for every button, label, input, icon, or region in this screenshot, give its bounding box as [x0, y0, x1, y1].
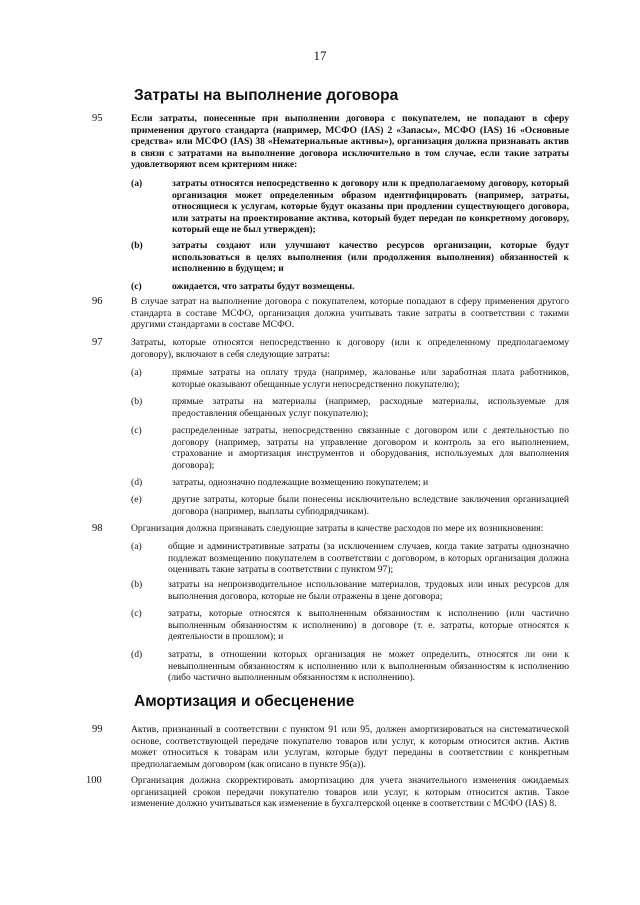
- list-item-label: (a): [131, 541, 142, 552]
- list-item-text: общие и административные затраты (за исключением случаев, когда такие затраты однозначно подлежат возмещению покупателем в соответствии с договором, в которых организация должна оценивать такие затраты в соответствии с пунктом 97);: [168, 541, 569, 576]
- list-item-text: прямые затраты на материалы (например, расходные материалы, используемые для предоставления обещанных услуг покупателю);: [172, 396, 569, 419]
- paragraph-text: Организация должна скорректировать амортизацию для учета значительного изменения ожидаемых организацией сроков передачи покупателю товаров или услуг, к которым относится актив. Такое изменение должно учитываться как изменение в бухгалтерской оценке в соответствии с МСФО (IAS) 8.: [131, 775, 569, 810]
- list-item-label: (d): [131, 649, 143, 660]
- paragraph-number: 98: [92, 523, 103, 534]
- page-number: 17: [313, 48, 327, 63]
- section-title-amortization: Амортизация и обесценение: [134, 693, 355, 710]
- list-item-label: (c): [131, 608, 142, 619]
- paragraph-text: Актив, признанный в соответствии с пунктом 91 или 95, должен амортизироваться на систематической основе, соответствующей передаче покупателю товаров или услуг, к которым относится актив. Актив может относиться к товарам или услугам, которые будут переданы в соответствии с конкретным предполагаемым договором (как описано в пункте 95(a)).: [131, 724, 569, 770]
- paragraph-number: 97: [92, 337, 103, 348]
- section-title-contract-costs: Затраты на выполнение договора: [134, 87, 399, 104]
- paragraph-text: Если затраты, понесенные при выполнении договора с покупателем, не попадают в сферу применения другого стандарта (например, МСФО (IAS) 2 «Запасы», МСФО (IAS) 16 «Основные средства» или МСФО (IAS) 38 «Нематериальные активы»), организация должна признавать актив в связи с затратами на выполнение договора исключительно в том случае, если такие затраты удовлетворяют всем критериям ниже:: [131, 113, 569, 171]
- list-item-text: другие затраты, которые были понесены исключительно вследствие заключения организацией договора (например, выплаты субподрядчикам).: [172, 494, 569, 517]
- list-item-label: (e): [131, 494, 142, 505]
- list-item-text: распределенные затраты, непосредственно связанные с договором или с деятельностью по договору (например, затраты на управление договором и контроль за его выполнением, страхование и амортизация инструментов и оборудования, используемых для выполнения договора);: [172, 425, 569, 471]
- list-item-label: (c): [131, 281, 142, 292]
- list-item-text: затраты, которые относятся к выполненным обязанностям к исполнению (или частично выполненным обязанностям к исполнению) в договоре (т. е. затраты, которые относятся к деятельности в прошлом); и: [168, 608, 569, 643]
- list-item-text: затраты, в отношении которых организация не может определить, относятся ли они к невыполненным обязанностям к исполнению или к выполненным обязанностям к исполнению (либо частично выполненным обязанностям к исполнению).: [168, 649, 569, 684]
- list-item-label: (d): [131, 477, 143, 488]
- paragraph-number: 99: [92, 724, 103, 735]
- list-item-label: (a): [131, 367, 142, 378]
- paragraph-number: 96: [92, 296, 103, 307]
- list-item-label: (b): [131, 396, 143, 407]
- list-item-text: затраты, однозначно подлежащие возмещению покупателем; и: [172, 477, 429, 488]
- list-item-text: затраты на непроизводительное использование материалов, трудовых или иных ресурсов для выполнения договора, которые не были отражены в цене договора;: [168, 579, 569, 602]
- paragraph-text: Затраты, которые относятся непосредственно к договору (или к определенному предполагаемому договору), включают в себя следующие затраты:: [131, 337, 569, 360]
- list-item-label: (a): [131, 178, 143, 189]
- paragraph-text: Организация должна признавать следующие затраты в качестве расходов по мере их возникновения:: [131, 523, 544, 534]
- paragraph-number: 95: [92, 113, 103, 124]
- list-item-label: (b): [131, 240, 143, 251]
- list-item-label: (c): [131, 425, 142, 436]
- list-item-text: затраты относятся непосредственно к договору или к предполагаемому договору, который организация может определенным образом идентифицировать (например, затраты, относящиеся к услугам, которые будут оказаны при продлении существующего договора, или затраты на проектирование актива, который будет передан по конкретному договору, который еще не был утвержден);: [172, 178, 569, 236]
- list-item-text: ожидается, что затраты будут возмещены.: [172, 281, 355, 292]
- paragraph-number: 100: [86, 775, 102, 786]
- paragraph-text: В случае затрат на выполнение договора с покупателем, которые попадают в сферу применения другого стандарта в составе МСФО, организация должна учитывать такие затраты в соответствии с такими другими стандартами в составе МСФО.: [131, 296, 569, 331]
- list-item-text: прямые затраты на оплату труда (например, жалованье или заработная плата работников, которые оказывают обещанные услуги непосредственно покупателю);: [172, 367, 569, 390]
- list-item-text: затраты создают или улучшают качество ресурсов организации, которые будут использоваться в целях выполнения (или продолжения выполнения) обязанностей к исполнению в будущем; и: [172, 240, 569, 275]
- list-item-label: (b): [131, 579, 143, 590]
